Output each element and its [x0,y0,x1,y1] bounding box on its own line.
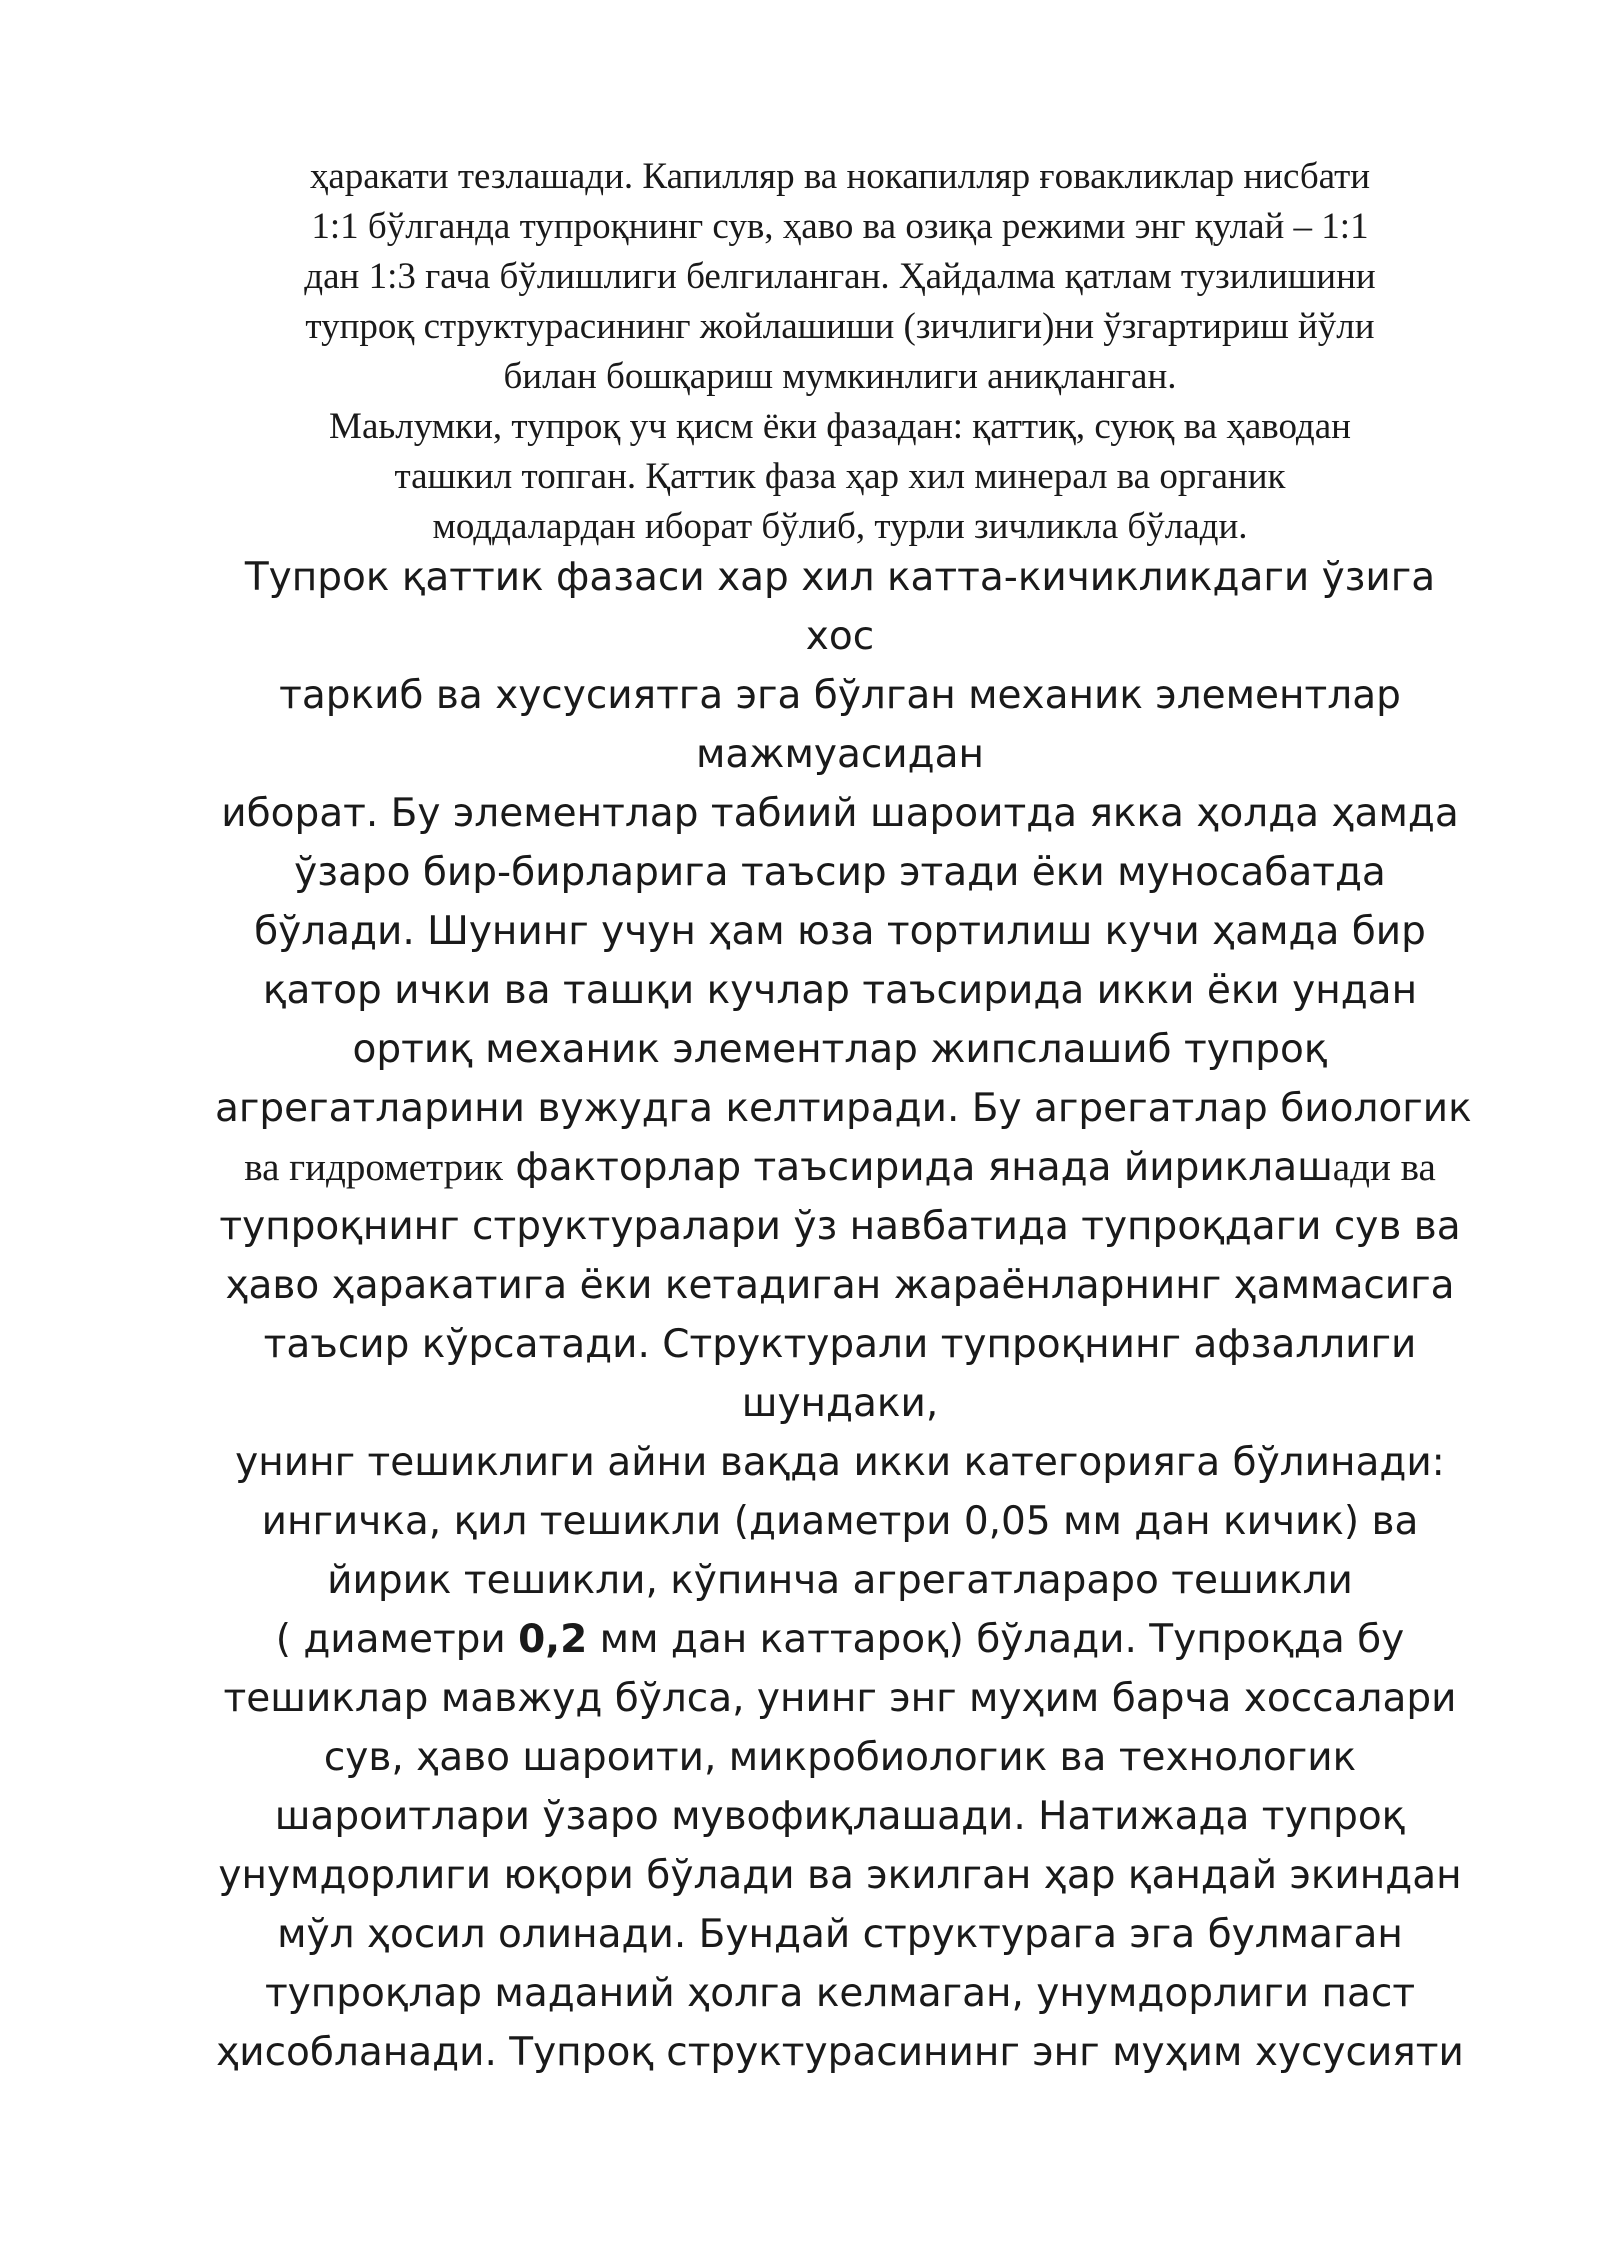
text-line: дан 1:3 гача бўлишлиги белгиланган. Ҳайдалма қатлам тузилишини [304,256,1376,297]
text-line: 1:1 бўлганда тупроқнинг сув, ҳаво ва озиқа режими энг қулай – 1:1 [311,206,1369,247]
text-line: тупроқлар маданий ҳолга келмаган, унумдорлиги паст [264,1971,1416,2016]
text-line: унумдорлиги юқори бўлади ва экилган ҳар қандай экиндан [218,1853,1462,1898]
bold-number: 0,2 [518,1617,588,1662]
mixed-font-segment: ва гидрометрик [244,1146,503,1189]
text-line: ўзаро бир-бирларига таъсир этади ёки муносабатда [294,850,1386,895]
sans-paragraph [215,548,1472,2082]
text-line: ҳаракати тезлашади. Капилляр ва нокапилляр ғовакликлар нисбати [309,156,1371,197]
text-line: моддалардан иборат бўлиб, турли зичликла бўлади. [432,506,1248,547]
text-line: шундаки, [741,1381,939,1426]
text-line: ортиқ механик элементлар жипслашиб тупроқ [352,1027,1328,1072]
text-line: ҳисобланади. Тупроқ структурасининг энг муҳим хусусияти [216,2030,1464,2075]
text-line: иборат. Бу элементлар табиий шароитда якка ҳолда ҳамда [221,791,1459,836]
text-line: ташкил топган. Қаттик фаза ҳар хил минерал ва органик [394,456,1286,497]
text-line: унинг тешиклиги айни вақда икки категорияга бўлинади: [235,1440,1445,1485]
mixed-font-segment: ади ва [1332,1146,1436,1189]
text-line: мажмуасидан [695,732,984,777]
text-line: тупроқнинг структуралари ўз навбатида тупроқдаги сув ва [219,1204,1461,1249]
text-line: шароитлари ўзаро мувофиқлашади. Натижада тупроқ [274,1794,1406,1839]
mixed-font-line [215,1138,1465,1197]
text-line: сув, ҳаво шароити, микробиологик ва технологик [323,1735,1357,1780]
bold-number-line [215,1610,1465,1669]
mixed-font-segment: факторлар таъсирида янада йириклаш [502,1145,1333,1190]
text-line: тешиклар мавжуд бўлса, унинг энг муҳим барча хоссалари [223,1676,1457,1721]
text-line: тупроқ структурасининг жойлашиши (зичлиги)ни ўзгартириш йўли [305,306,1375,347]
text-line: таъсир кўрсатади. Структурали тупроқнинг афзаллиги [263,1322,1417,1367]
text-line: мўл ҳосил олинади. Бундай структурага эга булмаган [277,1912,1403,1957]
serif-paragraph [215,152,1465,552]
text-line: ингичка, қил тешикли (диаметри 0,05 мм дан кичик) ва [261,1499,1419,1544]
line-segment: мм дан каттароқ) бўлади. Тупроқда бу [587,1617,1405,1662]
text-line: Тупрок қаттик фазаси хар хил катта-кичикликдаги ўзига [244,555,1436,600]
text-line: йирик тешикли, кўпинча агрегатлараро тешикли [327,1558,1353,1603]
text-line: қатор ички ва ташқи кучлар таъсирида икки ёки ундан [262,968,1418,1013]
text-line: билан бошқариш мумкинлиги аниқланган. [503,356,1177,397]
text-line: бўлади. Шунинг учун ҳам юза тортилиш кучи ҳамда бир [254,909,1426,954]
text-line: Маьлумки, тупроқ уч қисм ёки фазадан: қаттиқ, суюқ ва ҳаводан [329,406,1351,447]
text-line: хос [805,614,875,659]
text-line: таркиб ва хусусиятга эга бўлган механик элементлар [279,673,1401,718]
line-segment: ( диаметри [275,1617,519,1662]
text-line: агрегатларини вужудга келтиради. Бу агрегатлар биологик [215,1086,1472,1131]
text-line: ҳаво ҳаракатига ёки кетадиган жараёнларнинг ҳаммасига [225,1263,1455,1308]
